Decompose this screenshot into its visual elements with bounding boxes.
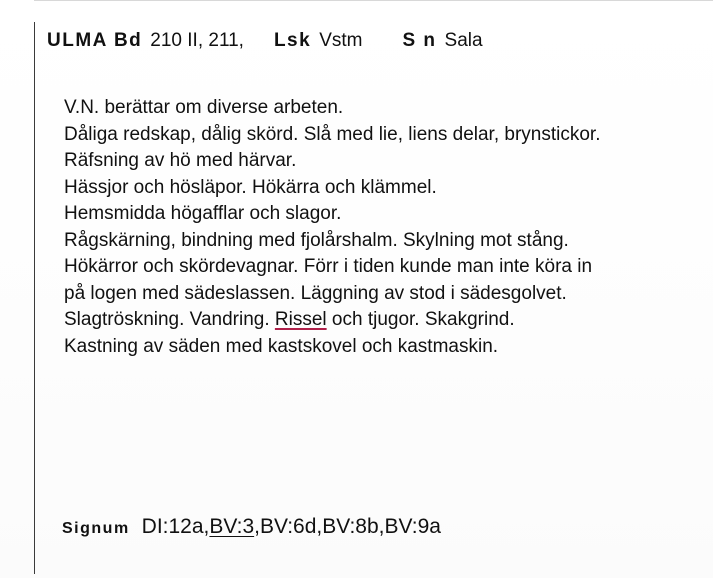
body-line-9: [64, 307, 704, 334]
body-line-8: på logen med sädeslassen. Läggning av stod i sädesgolvet.: [64, 282, 567, 304]
body-line-9-start: Slagtröskning. Vandring.: [64, 309, 275, 330]
card-header: [47, 30, 483, 62]
signum-first: DI:12a,: [141, 515, 210, 538]
sn-label: S n: [402, 30, 437, 51]
ulma-value: 210 II, 211,: [150, 30, 244, 51]
left-margin-line: [34, 22, 35, 574]
signum-underlined: BV:3: [209, 515, 255, 538]
signum-values: [142, 515, 441, 539]
lsk-value: Vstm: [319, 30, 363, 51]
top-border: [34, 0, 713, 1]
body-line-5: Hemsmidda högafflar och slagor.: [64, 203, 342, 224]
body-line-2: Dåliga redskap, dålig skörd. Slå med lie, liens delar, brynstickor.: [64, 123, 601, 145]
signum-row: [62, 515, 441, 539]
body-line-9-end: och tjugor. Skakgrind.: [326, 309, 515, 330]
sn-value: Sala: [444, 30, 483, 51]
signum-label: Signum: [62, 520, 130, 537]
lsk-label: Lsk: [273, 30, 312, 51]
body-line-1: V.N. berättar om diverse arbeten.: [64, 97, 344, 118]
body-line-3: Räfsning av hö med härvar.: [64, 150, 297, 171]
underlined-word-rissel: Rissel: [274, 309, 327, 330]
body-line-10: Kastning av säden med kastskovel och kastmaskin.: [64, 335, 499, 357]
ulma-label: ULMA Bd: [47, 30, 143, 51]
signum-rest: ,BV:6d,BV:8b,BV:9a: [254, 515, 441, 538]
body-line-7: Hökärror och skördevagnar. Förr i tiden kunde man inte köra in: [64, 256, 593, 277]
body-line-4: Hässjor och hösläpor. Hökärra och klämmel.: [64, 176, 437, 198]
body-line-6: Rågskärning, bindning med fjolårshalm. Skylning mot stång.: [64, 229, 569, 251]
card-body: [64, 95, 704, 360]
